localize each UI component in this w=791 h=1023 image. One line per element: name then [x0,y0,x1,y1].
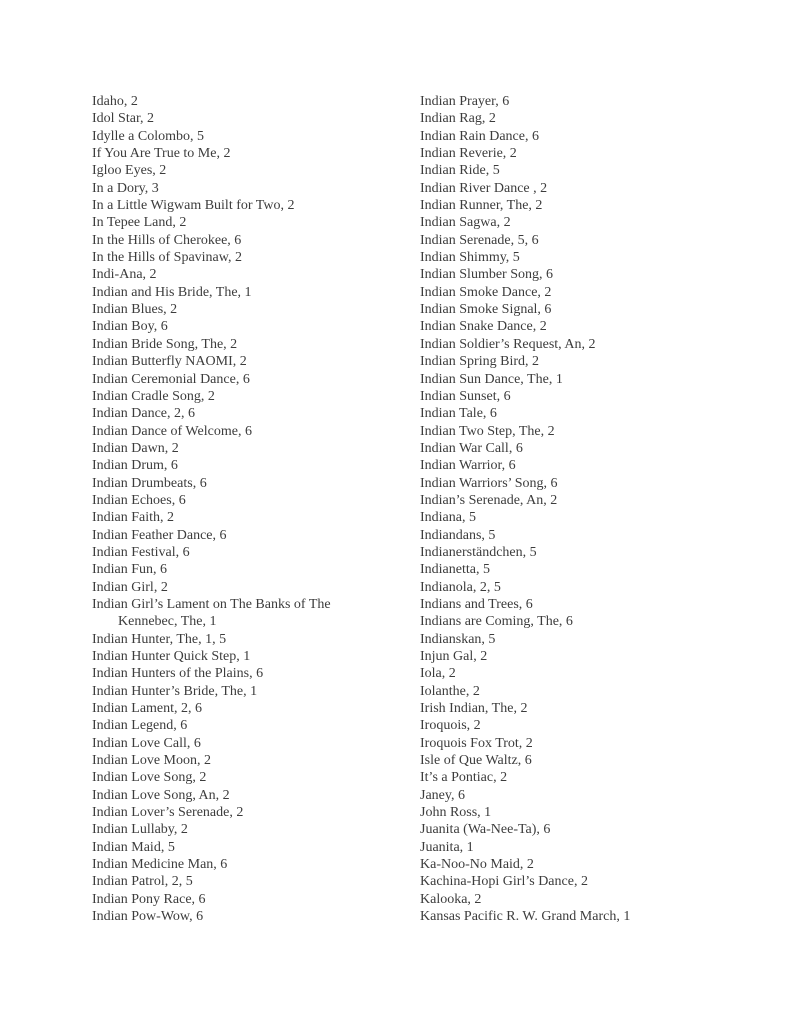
list-item: Iola, 2 [420,666,456,682]
list-item: Indian Love Call, 6 [92,735,201,751]
list-item-continuation: Kennebec, The, 1 [118,614,217,630]
list-item: Indian Patrol, 2, 5 [92,874,193,890]
list-item: Indian Lament, 2, 6 [92,701,203,717]
list-item: Indiana, 5 [420,510,476,526]
list-item: Indian Sunset, 6 [420,388,511,404]
list-item: Indian Maid, 5 [92,839,175,855]
list-item: Indian Drumbeats, 6 [92,475,207,491]
list-item: Indian Hunters of the Plains, 6 [92,666,264,682]
list-item: Indian Echoes, 6 [92,492,186,508]
list-item: Indian Hunter, The, 1, 5 [92,631,227,647]
list-item: Indian Two Step, The, 2 [420,423,555,439]
list-item: Indian Hunter Quick Step, 1 [92,649,251,664]
list-item: Indian War Call, 6 [420,440,523,456]
list-item: Indian Pony Race, 6 [92,891,206,907]
list-item: Indian Rain Dance, 6 [420,128,539,144]
list-item: Indian Legend, 6 [92,718,188,734]
list-item: Indianetta, 5 [420,562,490,578]
list-item: John Ross, 1 [420,805,492,821]
index-column-right [420,93,770,926]
list-item: Indian and His Bride, The, 1 [92,284,252,300]
list-item: Irish Indian, The, 2 [420,701,528,717]
list-item: Indian Dance of Welcome, 6 [92,423,252,439]
list-item: Indian Ceremonial Dance, 6 [92,371,250,387]
list-item: In the Hills of Spavinaw, 2 [92,250,242,266]
list-item: Igloo Eyes, 2 [92,163,167,179]
list-item: Indian Sagwa, 2 [420,215,511,231]
list-item: Indiandans, 5 [420,527,496,543]
list-item: Indian’s Serenade, An, 2 [420,492,558,508]
list-item: Indian Soldier’s Request, An, 2 [420,336,596,352]
list-item: Injun Gal, 2 [420,649,488,664]
list-item: Indian Slumber Song, 6 [420,267,553,283]
list-item: Indian Rag, 2 [420,111,496,127]
list-item: Indian Smoke Signal, 6 [420,302,552,318]
list-item: Indian Drum, 6 [92,458,178,474]
list-item: In a Dory, 3 [92,180,159,196]
list-item: Indian Butterfly NAOMI, 2 [92,354,247,370]
list-item: Indian Feather Dance, 6 [92,527,227,543]
list-item: Indian Cradle Song, 2 [92,388,215,404]
index-column-left [92,93,412,926]
list-item: Iolanthe, 2 [420,683,480,699]
list-item: In a Little Wigwam Built for Two, 2 [92,198,295,214]
list-item: Indian Fun, 6 [92,562,168,578]
list-item: Iroquois, 2 [420,718,481,734]
list-item: Iroquois Fox Trot, 2 [420,735,533,751]
list-item: Indian Boy, 6 [92,319,168,335]
list-item: Indian Girl’s Lament on The Banks of The [92,596,331,612]
list-item: Indi-Ana, 2 [92,267,157,283]
list-item: Indian River Dance , 2 [420,180,548,196]
list-item: Indian Hunter’s Bride, The, 1 [92,683,258,699]
list-item: Indian Lover’s Serenade, 2 [92,805,244,821]
list-item: Indian Shimmy, 5 [420,250,520,266]
list-item: Indian Love Song, 2 [92,770,207,786]
list-item: Indian Serenade, 5, 6 [420,232,539,248]
list-item: It’s a Pontiac, 2 [420,770,508,786]
list-item: Indian Festival, 6 [92,544,190,560]
list-item: Indian Prayer, 6 [420,94,510,109]
list-item: Indian Faith, 2 [92,510,175,526]
list-item: Indian Bride Song, The, 2 [92,336,238,352]
list-item: Indian Dance, 2, 6 [92,406,196,422]
list-item: Indian Ride, 5 [420,163,500,179]
list-item: Kansas Pacific R. W. Grand March, 1 [420,909,631,925]
list-item: Indian Tale, 6 [420,406,497,422]
list-item: Kachina-Hopi Girl’s Dance, 2 [420,874,588,890]
list-item: Indian Pow-Wow, 6 [92,909,204,925]
list-item: Indian Girl, 2 [92,579,168,595]
list-item: Indian Runner, The, 2 [420,198,543,214]
list-item: Ka-Noo-No Maid, 2 [420,857,534,873]
list-item: Indian Smoke Dance, 2 [420,284,552,300]
list-item: Juanita (Wa-Nee-Ta), 6 [420,822,551,838]
list-item: Indian Love Moon, 2 [92,753,211,769]
list-item: Indianskan, 5 [420,631,496,647]
list-item: In Tepee Land, 2 [92,215,187,231]
list-item: Indian Reverie, 2 [420,146,517,162]
list-item: Janey, 6 [420,787,465,803]
list-item: Idylle a Colombo, 5 [92,128,204,144]
list-item: Idaho, 2 [92,94,138,109]
list-item: Idol Star, 2 [92,111,155,127]
list-item: Kalooka, 2 [420,891,482,907]
list-item: Indian Medicine Man, 6 [92,857,228,873]
list-item: Isle of Que Waltz, 6 [420,753,532,769]
list-item: Indian Sun Dance, The, 1 [420,371,563,387]
list-item: If You Are True to Me, 2 [92,146,231,162]
list-item: Indian Snake Dance, 2 [420,319,547,335]
list-item: Indian Lullaby, 2 [92,822,188,838]
list-item: Indians are Coming, The, 6 [420,614,573,630]
list-item: Indian Blues, 2 [92,302,178,318]
list-item: Juanita, 1 [420,839,474,855]
list-item: Indian Spring Bird, 2 [420,354,539,370]
list-item: Indian Warrior, 6 [420,458,516,474]
list-item: Indian Warriors’ Song, 6 [420,475,558,491]
list-item: Indianerständchen, 5 [420,544,537,560]
list-item: Indian Dawn, 2 [92,440,179,456]
list-item: Indianola, 2, 5 [420,579,501,595]
list-item: In the Hills of Cherokee, 6 [92,232,242,248]
list-item: Indian Love Song, An, 2 [92,787,230,803]
list-item: Indians and Trees, 6 [420,596,533,612]
